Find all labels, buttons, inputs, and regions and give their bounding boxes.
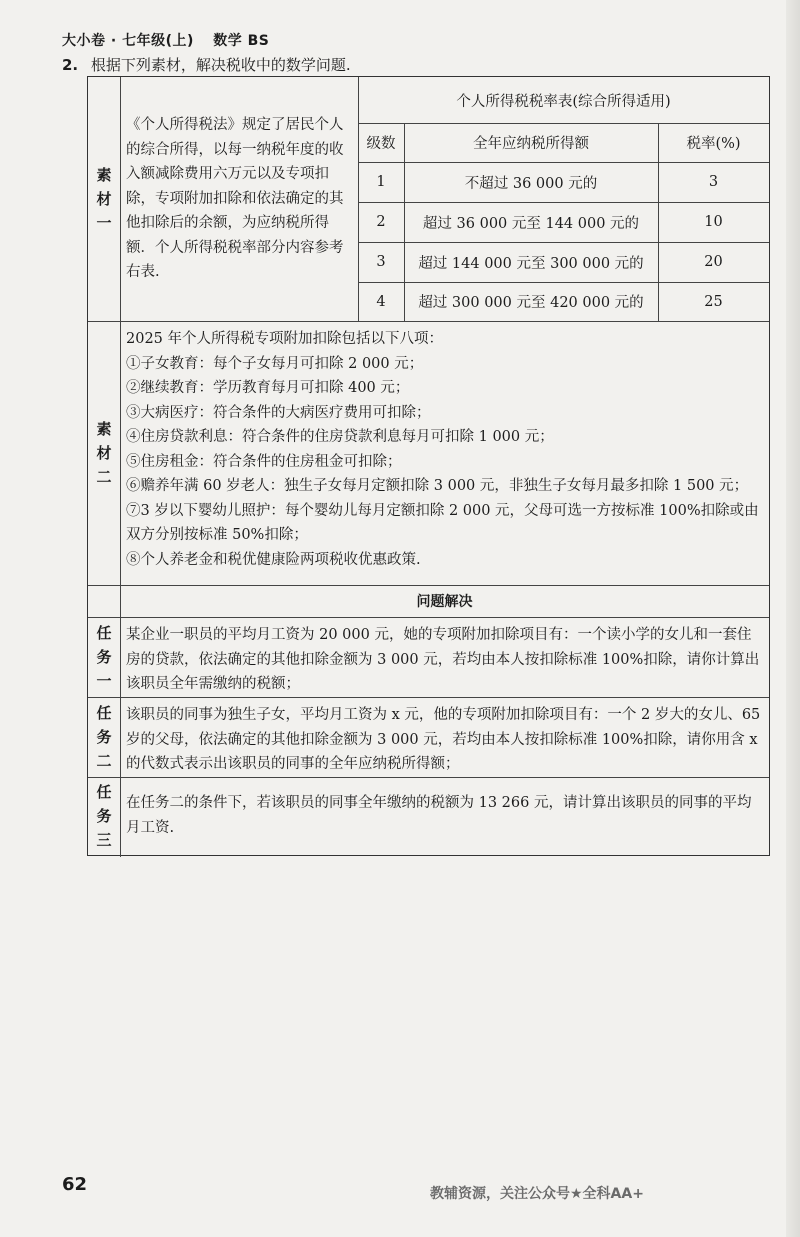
list-item: ③大病医疗：符合条件的大病医疗费用可扣除；: [126, 404, 431, 421]
book-title: 大小卷 · 七年级(上): [62, 33, 194, 49]
page-number: 62: [62, 1174, 88, 1195]
rate-header-income: 全年应纳税所得额: [473, 136, 589, 152]
question-line: [62, 54, 351, 75]
task3-text: 在任务二的条件下，若该职员的同事全年缴纳的税额为 13 266 元，请计算出该职员的同事的平均月工资.: [126, 795, 752, 836]
material1-text: 《个人所得税法》规定了居民个人的综合所得，以每一纳税年度的收入额减除费用六万元以及专项扣除，专项附加扣除和依法确定的其他扣除后的余额，为应纳税所得额．个人所得税税率部分内容参考右表.: [126, 117, 344, 280]
rate-row-rate: 25: [704, 293, 723, 310]
rate-row-level: 2: [376, 214, 386, 230]
list-item: ④住房贷款利息：符合条件的住房贷款利息每月可扣除 1 000 元；: [126, 429, 554, 445]
list-item: ⑥赡养年满 60 岁老人：独生子女每月定额扣除 3 000 元，非独生子女每月最多扣除 1 500 元；: [126, 478, 749, 494]
subject-label: 数学 BS: [213, 33, 270, 49]
material2-label: 素 材 二: [96, 420, 112, 486]
rate-row-rate: 20: [704, 254, 723, 270]
list-item: ⑧个人养老金和税优健康险两项税收优惠政策.: [126, 551, 421, 568]
rate-row-level: 4: [376, 293, 386, 310]
page-header: [62, 30, 269, 50]
list-item: ①子女教育：每个子女每月可扣除 2 000 元；: [126, 355, 424, 372]
rate-row-income: 超过 300 000 元至 420 000 元的: [418, 295, 644, 311]
list-item: 2025 年个人所得税专项附加扣除包括以下八项：: [126, 331, 444, 347]
material1-label: 素 材 一: [96, 166, 112, 232]
problem-section-title: 问题解决: [416, 594, 473, 610]
rate-table-title: 个人所得税税率表(综合所得适用): [456, 93, 671, 110]
material2-list: [126, 327, 764, 572]
rate-header-level: 级数: [366, 136, 396, 152]
task1-label: 任 务 一: [96, 624, 112, 690]
footer-watermark: 教辅资源，关注公众号★全科AA+: [430, 1186, 644, 1202]
page-edge: [786, 0, 800, 1237]
question-text: 根据下列素材，解决税收中的数学问题.: [90, 56, 351, 74]
question-number: 2.: [62, 56, 79, 74]
task1-text: 某企业一职员的平均月工资为 20 000 元，她的专项附加扣除项目有：一个读小学的女儿和一套住房的贷款，依法确定的其他扣除金额为 3 000 元，若均由本人按扣除标准 100%扣除，请你计算出该职员全年需缴纳的税额；: [126, 627, 760, 692]
task2-text: 该职员的同事为独生子女，平均月工资为 x 元，他的专项附加扣除项目有：一个 2 岁大的女儿、65 岁的父母，依法确定的其他扣除金额为 3 000 元，若均由本人按扣除标准 100%扣除，请你用含 x 的代数式表示出该职员的同事的全年应纳税所得额；: [126, 707, 761, 772]
rate-row-level: 1: [376, 174, 386, 190]
task3-label: 任 务 三: [96, 783, 112, 849]
list-item: ⑦3 岁以下婴幼儿照护：每个婴幼儿每月定额扣除 2 000 元，父母可选一方按标准 100%扣除或由双方分别按标准 50%扣除；: [126, 502, 759, 543]
rate-row-level: 3: [376, 254, 386, 270]
rate-header-rate: 税率(%): [686, 136, 741, 152]
task2-label: 任 务 二: [96, 704, 112, 770]
rate-row-income: 超过 36 000 元至 144 000 元的: [422, 215, 640, 232]
label-divider: [120, 77, 121, 857]
list-item: ②继续教育：学历教育每月可扣除 400 元；: [126, 380, 410, 396]
rate-row-income: 超过 144 000 元至 300 000 元的: [418, 255, 644, 272]
rate-row-rate: 3: [708, 174, 719, 190]
list-item: ⑤住房租金：符合条件的住房租金可扣除；: [126, 453, 402, 470]
rate-row-income: 不超过 36 000 元的: [464, 175, 598, 192]
problem-table: [87, 76, 770, 856]
rate-row-rate: 10: [704, 214, 723, 230]
